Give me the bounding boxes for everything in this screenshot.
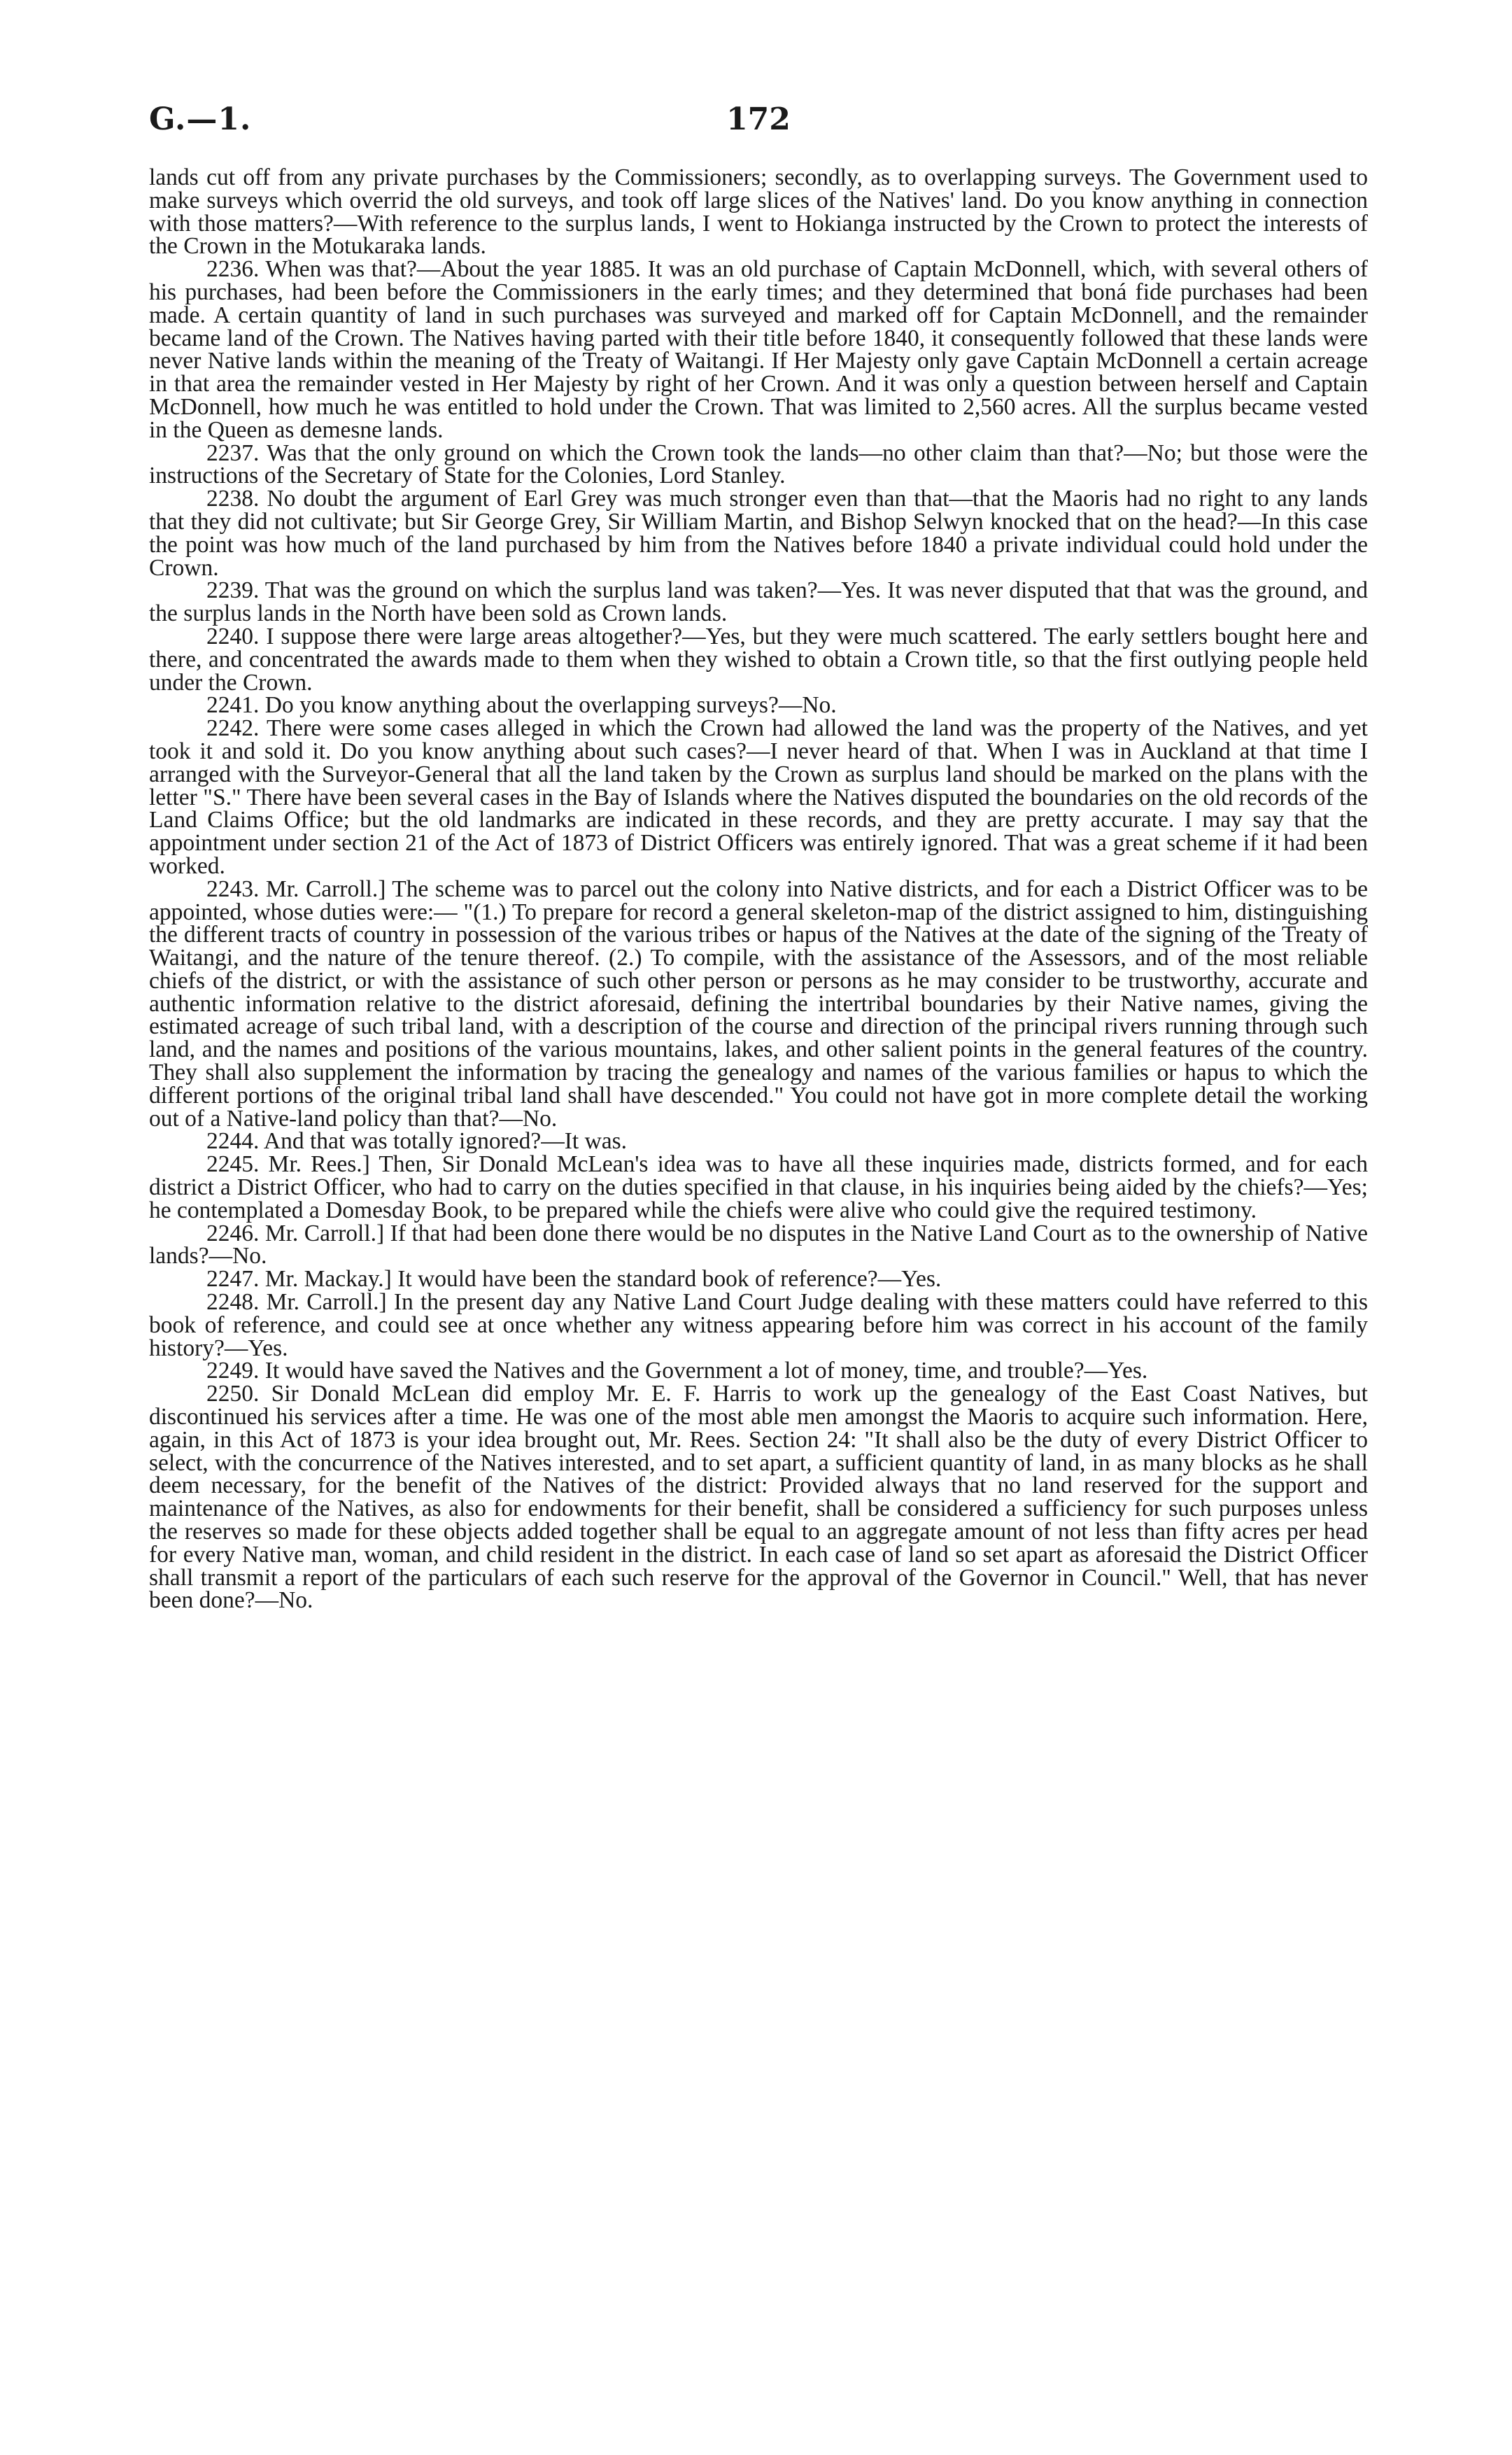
paragraph-2242: 2242. There were some cases alleged in which the Crown had allowed the land was the property of the Natives, and yet took it and sold it. Do you know anything about such cases?—I never heard of that. When I was in Auckland at that time I arranged with the Surveyor-General that all the land taken by the Crown as surplus land should be marked on the plans with the letter "S." There have been several cases in the Bay of Islands where the Natives disputed the boundaries on the old records of the Land Claims Office; but the old landmarks are indicated in these records, and they are pretty accurate. I may say that the appointment under section 21 of the Act of 1873 of District Officers was entirely ignored. That was a great scheme if it had been worked. [149,715,1368,879]
paragraph-2243: 2243. Mr. Carroll.] The scheme was to parcel out the colony into Native districts, and for each a District Officer was to be appointed, whose duties were:— "(1.) To prepare for record a general skeleton-map of the district assigned to him, distinguishing the different tracts of country in possession of the various tribes or hapus of the Natives at the date of the signing of the Treaty of Waitangi, and the nature of the tenure thereof. (2.) To compile, with the assistance of the Assessors, and of the most reliable chiefs of the district, or with the assistance of such other person or persons as he may consider to be trustworthy, accurate and authentic information relative to the district aforesaid, defining the intertribal boundaries by their Native names, giving the estimated acreage of such tribal land, with a description of the course and direction of the principal rivers running through such land, and the names and positions of the various mountains, lakes, and other salient points in the general features of the country. They shall also supplement the information by tracing the genealogy and names of the various families or hapus to which the different portions of the original tribal land shall have descended." You could not have got in more complete detail the working out of a Native-land policy than that?—No. [149,875,1368,1132]
paragraph-2237: 2237. Was that the only ground on which the Crown took the lands—no other claim than that?—No; but those were the instructions of the Secretary of State for the Colonies, Lord Stanley. [149,439,1368,489]
paragraph-2238: 2238. No doubt the argument of Earl Grey was much stronger even than that—that the Maoris had no right to any lands that they did not cultivate; but Sir George Grey, Sir William Martin, and Bishop Selwyn knocked that on the head?—In this case the point was how much of the land purchased by him from the Natives before 1840 a private individual could hold under the Crown. [149,486,1368,581]
paragraph-2240: 2240. I suppose there were large areas altogether?—Yes, but they were much scattered. The early settlers bought here and there, and concentrated the awards made to them when they wished to obtain a Crown title, so that the first outlying people held under the Crown. [149,623,1368,696]
paragraph-2250: 2250. Sir Donald McLean did employ Mr. E. F. Harris to work up the genealogy of the East Coast Natives, but discontinued his services after a time. He was one of the most able men amongst the Maoris to acquire such information. Here, again, in this Act of 1873 is your idea brought out, Mr. Rees. Section 24: "It shall also be the duty of every District Officer to select, with the concurrence of the Natives interested, and to set apart, a sufficient quantity of land, in as many blocks as he shall deem necessary, for the benefit of the Natives of the district: Provided always that no land reserved for the support and maintenance of the Natives, as also for endowments for their benefit, shall be considered a sufficiency for such purposes unless the reserves so made for these objects added together shall be equal to an aggregate amount of not less than fifty acres per head for every Native man, woman, and child resident in the district. In each case of land so set apart as aforesaid the District Officer shall transmit a report of the particulars of each such reserve for the approval of the Governor in Council." Well, that has never been done?—No. [149,1381,1368,1614]
paragraph-2245: 2245. Mr. Rees.] Then, Sir Donald McLean's idea was to have all these inquiries made, districts formed, and for each district a District Officer, who had to carry on the duties specified in that clause, in his inquiries being aided by the chiefs?—Yes; he contemplated a Domesday Book, to be prepared while the chiefs were alive who could give the required testimony. [149,1151,1368,1223]
paragraph-2236: 2236. When was that?—About the year 1885. It was an old purchase of Captain McDonnell, which, with several others of his purchases, had been before the Commissioners in the early times; and they determined that boná fide purchases had been made. A certain quantity of land in such purchases was surveyed and marked off for Captain McDonnell, and the remainder became land of the Crown. The Natives having parted with their title before 1840, it consequently followed that these lands were never Native lands within the meaning of the Treaty of Waitangi. If Her Majesty only gave Captain McDonnell a certain acreage in that area the remainder vested in Her Majesty by right of her Crown. And it was only a question between herself and Captain McDonnell, how much he was entitled to hold under the Crown. That was limited to 2,560 acres. All the surplus became vested in the Queen as demesne lands. [149,256,1368,443]
paragraph-2247: 2247. Mr. Mackay.] It would have been the standard book of reference?—Yes. [206,1266,942,1293]
paragraph-2244: 2244. And that was totally ignored?—It was. [206,1128,628,1155]
paragraph-continued: lands cut off from any private purchases by the Commissioners; secondly, as to overlapping surveys. The Government used to make surveys which overrid the old surveys, and took off large slices of the Natives' land. Do you know anything in connection with those matters?—With reference to the surplus lands, I went to Hokianga instructed by the Crown to protect the interests of the Crown in the Motukaraka lands. [149,164,1368,260]
page-number: 172 [726,101,791,137]
paragraph-2249: 2249. It would have saved the Natives and the Government a lot of money, time, and trouble?—Yes. [206,1358,1148,1384]
paragraph-2241: 2241. Do you know anything about the overlapping surveys?—No. [206,692,837,719]
paragraph-2239: 2239. That was the ground on which the surplus land was taken?—Yes. It was never disputed that that was the ground, and the surplus lands in the North have been sold as Crown lands. [149,577,1368,627]
document-reference: G.—1. [149,101,252,137]
document-body [149,164,1368,1614]
page-header [149,101,1368,150]
paragraph-2246: 2246. Mr. Carroll.] If that had been done there would be no disputes in the Native Land Court as to the ownership of Native lands?—No. [149,1220,1368,1269]
paragraph-2248: 2248. Mr. Carroll.] In the present day any Native Land Court Judge dealing with these matters could have referred to this book of reference, and could see at once whether any witness appearing before him was correct in his account of the family history?—Yes. [149,1289,1368,1361]
